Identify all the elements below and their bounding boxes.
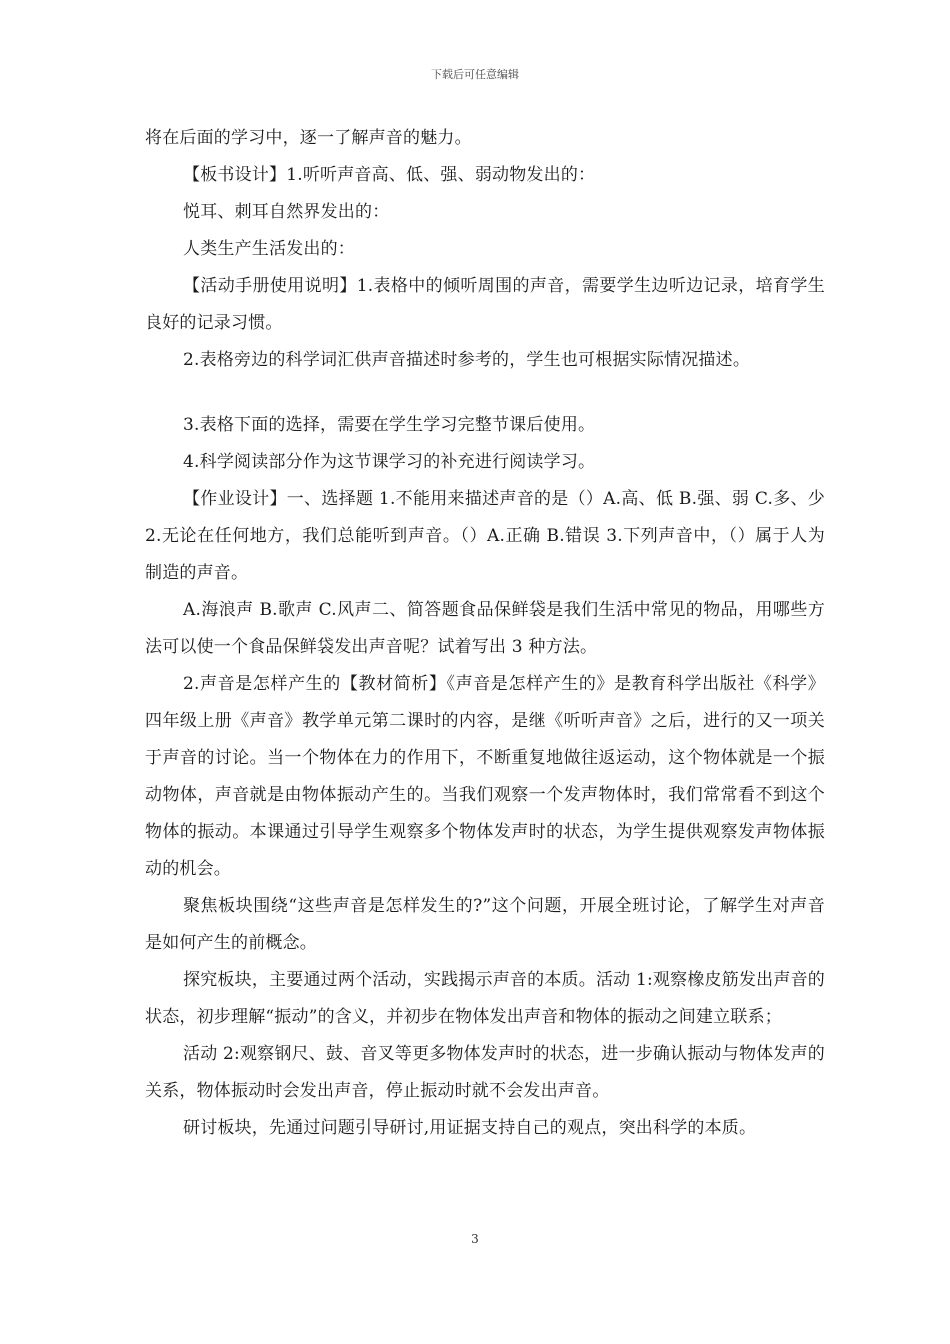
paragraph: 活动 2:观察钢尺、鼓、音叉等更多物体发声时的状态，进一步确认振动与物体发声的关系，物体振动时会发出声音，停止振动时就不会发出声音。 [145,1044,825,1101]
blank-gap [145,379,825,407]
paragraph: 人类生产生活发出的： [183,239,355,259]
page-header: 下载后可任意编辑 [431,68,519,81]
paragraph: 将在后面的学习中，逐一了解声音的魅力。 [145,128,472,148]
paragraph: 4.科学阅读部分作为这节课学习的补充进行阅读学习。 [183,452,596,472]
paragraph: 聚焦板块围绕“这些声音是怎样发生的?”这个问题，开展全班讨论，了解学生对声音是如何产生的前概念。 [145,896,825,953]
paragraph: 2.声音是怎样产生的【教材简析】《声音是怎样产生的》是教育科学出版社《科学》四年级上册《声音》教学单元第二课时的内容，是继《听听声音》之后，进行的又一项关于声音的讨论。当一个物体在力的作用下，不断重复地做往返运动，这个物体就是一个振动物体，声音就是由物体振动产生的。当我们观察一个发声物体时，我们常常看不到这个物体的振动。本课通过引导学生观察多个物体发声时的状态，为学生提供观察发声物体振动的机会。 [145,674,825,879]
paragraph: 【活动手册使用说明】1.表格中的倾听周围的声音，需要学生边听边记录，培育学生良好的记录习惯。 [145,276,825,333]
paragraph: 悦耳、刺耳自然界发出的： [183,202,390,222]
paragraph: 3.表格下面的选择，需要在学生学习完整节课后使用。 [183,415,596,435]
document-body [145,120,825,1147]
page-number: 3 [471,1232,479,1246]
paragraph: 探究板块，主要通过两个活动，实践揭示声音的本质。活动 1:观察橡皮筋发出声音的状态，初步理解“振动”的含义，并初步在物体发出声音和物体的振动之间建立联系； [145,970,825,1027]
paragraph: 研讨板块，先通过问题引导研讨,用证据支持自己的观点，突出科学的本质。 [183,1118,757,1138]
paragraph: 2.表格旁边的科学词汇供声音描述时参考的，学生也可根据实际情况描述。 [183,350,751,370]
paragraph: 【作业设计】一、选择题 1.不能用来描述声音的是（）A.高、低 B.强、弱 C.多、少 2.无论在任何地方，我们总能听到声音。（）A.正确 B.错误 3.下列声音中，（）属于人为制造的声音。 [145,489,825,583]
paragraph: 【板书设计】1.听听声音高、低、强、弱动物发出的： [183,165,596,185]
paragraph: A.海浪声 B.歌声 C.风声二、简答题食品保鲜袋是我们生活中常见的物品，用哪些方法可以使一个食品保鲜袋发出声音呢？试着写出 3 种方法。 [145,600,825,657]
